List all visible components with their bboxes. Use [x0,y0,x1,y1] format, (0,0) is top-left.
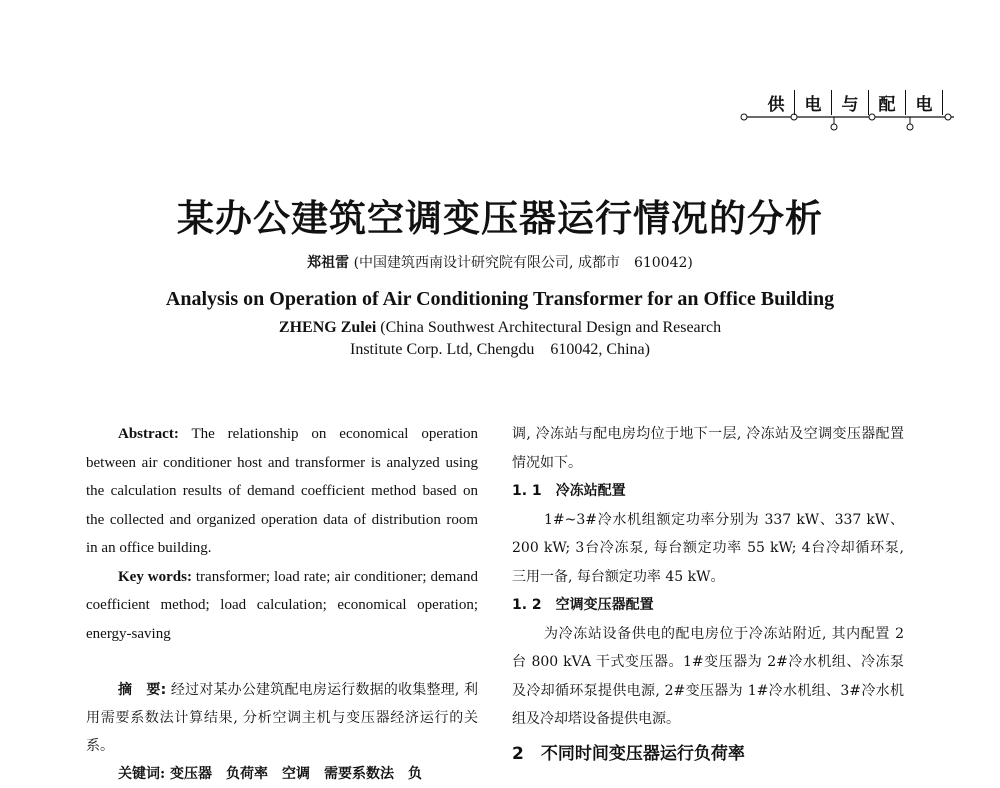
abstract-cn-text: 经过对某办公建筑配电房运行数据的收集整理, 利用需要系数法计算结果, 分析空调主机与变压器经济运行的关系。 [86,682,478,754]
banner-char: 电 [906,90,943,115]
section-1-2-text: 为冷冻站设备供电的配电房位于冷冻站附近, 其内配置 2 台 800 kVA 干式变压器。1#变压器为 2#冷水机组、冷冻泵及冷却循环泵提供电源, 2#变压器为 1#冷水机组、3#冷水机组及冷却塔设备提供电源。 [512,625,904,727]
abstract-en [86,420,478,563]
author-en-affiliation-2: Institute Corp. Ltd, Chengdu 610042, China) [350,341,650,358]
right-column [512,420,904,768]
keywords-cn-partial: 关键词: 变压器 负荷率 空调 需要系数法 负 [118,766,423,782]
banner-char: 配 [869,90,906,115]
keywords-en-label: Key words: [118,568,192,585]
abstract-en-text: The relationship on economical operation between air conditioner host and transformer is analyzed using the calculation results of demand coefficient method based on the collected and organized operation data of distribution room in an office building. [86,426,478,556]
author-cn [0,252,1000,272]
banner-char: 电 [795,90,832,115]
author-cn-name: 郑祖雷 [307,255,350,271]
section-1-1-text: 1#~3#冷水机组额定功率分别为 337 kW、337 kW、200 kW; 3台冷冻泵, 每台额定功率 55 kW; 4台冷却循环泵, 三用一备, 每台额定功率 45 kW。 [512,511,904,585]
abstract-cn-label: 摘 要: [118,682,167,698]
author-en [0,317,1000,361]
intro-text: 调, 冷冻站与配电房均位于地下一层, 冷冻站及空调变压器配置情况如下。 [512,426,904,471]
section-1-2-heading: 1. 2 空调变压器配置 [512,597,654,613]
author-en-name: ZHENG Zulei [278,319,377,336]
keywords-en-text: transformer; load rate; air conditioner; demand coefficient method; load calculation; economical operation; energy-saving [86,568,478,642]
abstract-cn [86,676,478,760]
keywords-en [86,563,478,649]
banner-char: 供 [758,90,795,115]
author-cn-affiliation: (中国建筑西南设计研究院有限公司, 成都市 610042) [353,255,693,271]
section-2-heading: 2 不同时间变压器运行负荷率 [512,743,745,764]
english-title: Analysis on Operation of Air Conditioning Transformer for an Office Building [165,288,835,310]
section-banner [738,88,960,138]
left-column [86,420,478,788]
banner-char: 与 [832,90,869,115]
abstract-en-label: Abstract: [118,426,179,442]
author-en-affiliation-1: (China Southwest Architectural Design and Research [380,319,722,336]
page-title: 某办公建筑空调变压器运行情况的分析 [177,197,823,240]
section-1-1-heading: 1. 1 冷冻站配置 [512,483,626,499]
